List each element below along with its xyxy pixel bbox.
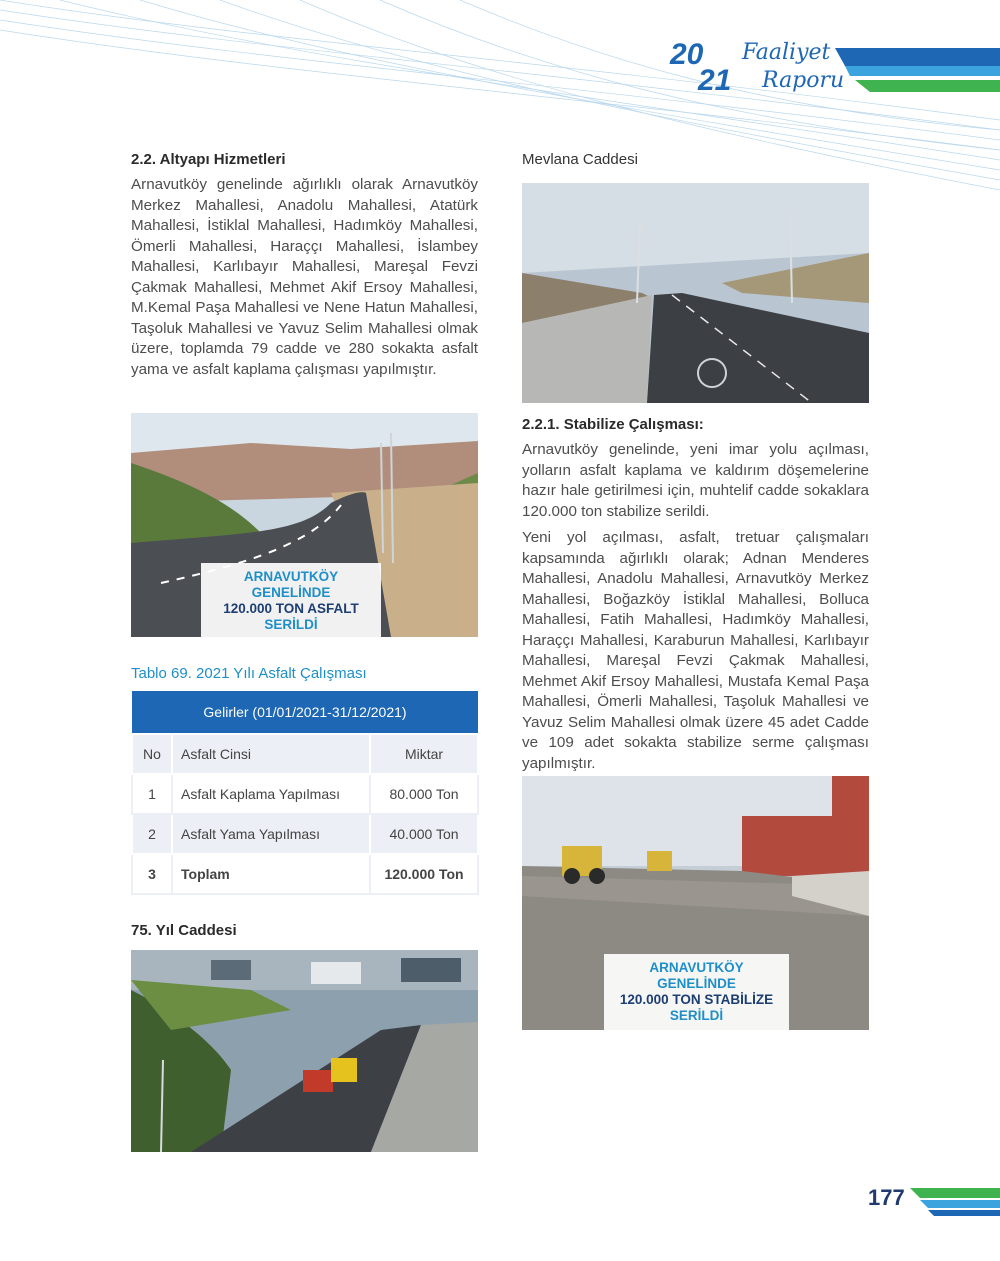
stabilize-paragraph-1: Arnavutköy genelinde, yeni imar yolu açılması, yolların asfalt kaplama ve kaldırım döşemelerine hazır hale getirilmesi için, muhtelif cadde sokaklara 120.000 ton stabilize serildi.	[522, 441, 869, 520]
table-title: Gelirler (01/01/2021-31/12/2021)	[132, 691, 478, 734]
stamp-asfalt-line1: ARNAVUTKÖY GENELİNDE	[243, 569, 339, 600]
section-title-stabilize: 2.2.1. Stabilize Çalışması:	[522, 416, 704, 433]
total-type: Toplam	[172, 854, 370, 894]
stabilize-paragraph-2: Yeni yol açılması, asfalt, tretuar çalışmaları kapsamında ağırlıklı olarak; Adnan Menderes Mahallesi, Anadolu Mahallesi, Arnavutköy Merkez Mahallesi, Boğazköy İstiklal Mahallesi, Bolluca Mahallesi, Fatih Mahallesi, Hadımköy Mahallesi, Haraççı Mahallesi, Karaburun Mahallesi, Karlıbayır Mahallesi, Mareşal Fevzi Çakmak Mahallesi, Mehmet Akif Ersoy Mahallesi, Mustafa Kemal Paşa Mahallesi, Ömerli Mahallesi, Taşoluk Mahallesi ve Yavuz Selim Mahallesi olmak üzere 45 adet Cadde ve 109 adet sokakta stabilize serme çalışması yapılmıştır.	[522, 529, 869, 772]
table-row	[132, 774, 478, 814]
col-no: No	[132, 734, 172, 774]
row1-no: 1	[132, 774, 172, 814]
total-no: 3	[132, 854, 172, 894]
table-caption: Tablo 69. 2021 Yılı Asfalt Çalışması	[131, 665, 367, 682]
photo-stabilize-work	[522, 776, 869, 1030]
stamp-asfalt	[201, 563, 381, 637]
altyapi-paragraph: Arnavutköy genelinde ağırlıklı olarak Arnavutköy Merkez Mahallesi, Anadolu Mahallesi, Atatürk Mahallesi, İstiklal Mahallesi, Hadımköy Mahallesi, Ömerli Mahallesi, Haraççı Mahallesi, İslambey Mahallesi, Karlıbayır Mahallesi, Mareşal Fevzi Çakmak Mahallesi, Mehmet Akif Ersoy Mahallesi, M.Kemal Paşa Mahallesi ve Nene Hatun Mahallesi, Taşoluk Mahallesi ve Yavuz Selim Mahallesi olmak üzere, toplamda 79 cadde ve 280 sokakta asfalt yama ve asfalt kaplama çalışması yapılmıştır.	[131, 176, 478, 378]
row2-amount: 40.000 Ton	[370, 814, 478, 854]
total-amount: 120.000 Ton	[370, 854, 478, 894]
photo-title-mevlana: Mevlana Caddesi	[522, 151, 638, 168]
stamp-stabilize-line2: 120.000 TON STABİLİZE	[619, 992, 774, 1007]
photo-mevlana-caddesi	[522, 183, 869, 403]
row1-amount: 80.000 Ton	[370, 774, 478, 814]
photo-75-yil-caddesi	[131, 950, 478, 1152]
road-paving-image	[131, 950, 478, 1152]
table-row	[132, 814, 478, 854]
page-number: 177	[868, 1185, 905, 1210]
col-amount: Miktar	[370, 734, 478, 774]
logo-year-bottom: 21	[698, 64, 732, 97]
photo-title-75-yil: 75. Yıl Caddesi	[131, 922, 237, 939]
header-stripe-lightblue	[845, 66, 1000, 76]
stamp-stabilize-line1: ARNAVUTKÖY GENELİNDE	[649, 960, 744, 991]
stamp-asfalt-line3: SERİLDİ	[264, 617, 318, 632]
footer-stripes	[910, 1188, 1000, 1216]
stamp-stabilize-line3: SERİLDİ	[669, 1008, 724, 1023]
mevlana-road-image	[522, 183, 869, 403]
stamp-stabilize	[604, 954, 789, 1030]
header-stripe-green	[855, 80, 1000, 92]
stamp-asfalt-line2: 120.000 TON ASFALT	[223, 601, 359, 616]
section-body-altyapi	[131, 175, 478, 386]
table-total-row	[132, 854, 478, 894]
row2-type: Asfalt Yama Yapılması	[172, 814, 370, 854]
table-header-row	[132, 734, 478, 774]
photo-winding-road	[131, 413, 478, 637]
logo-year-top: 20	[670, 38, 704, 71]
row2-no: 2	[132, 814, 172, 854]
row1-type: Asfalt Kaplama Yapılması	[172, 774, 370, 814]
header-wave-lines	[0, 0, 1000, 200]
logo-title-line1: Faaliyet	[742, 40, 831, 65]
asphalt-table	[131, 691, 479, 895]
report-logo	[670, 40, 850, 110]
section-body-stabilize	[522, 440, 869, 780]
logo-title-line2: Raporu	[762, 68, 845, 93]
header-stripe-blue	[835, 48, 1000, 66]
col-type: Asfalt Cinsi	[172, 734, 370, 774]
section-title-altyapi: 2.2. Altyapı Hizmetleri	[131, 151, 286, 168]
